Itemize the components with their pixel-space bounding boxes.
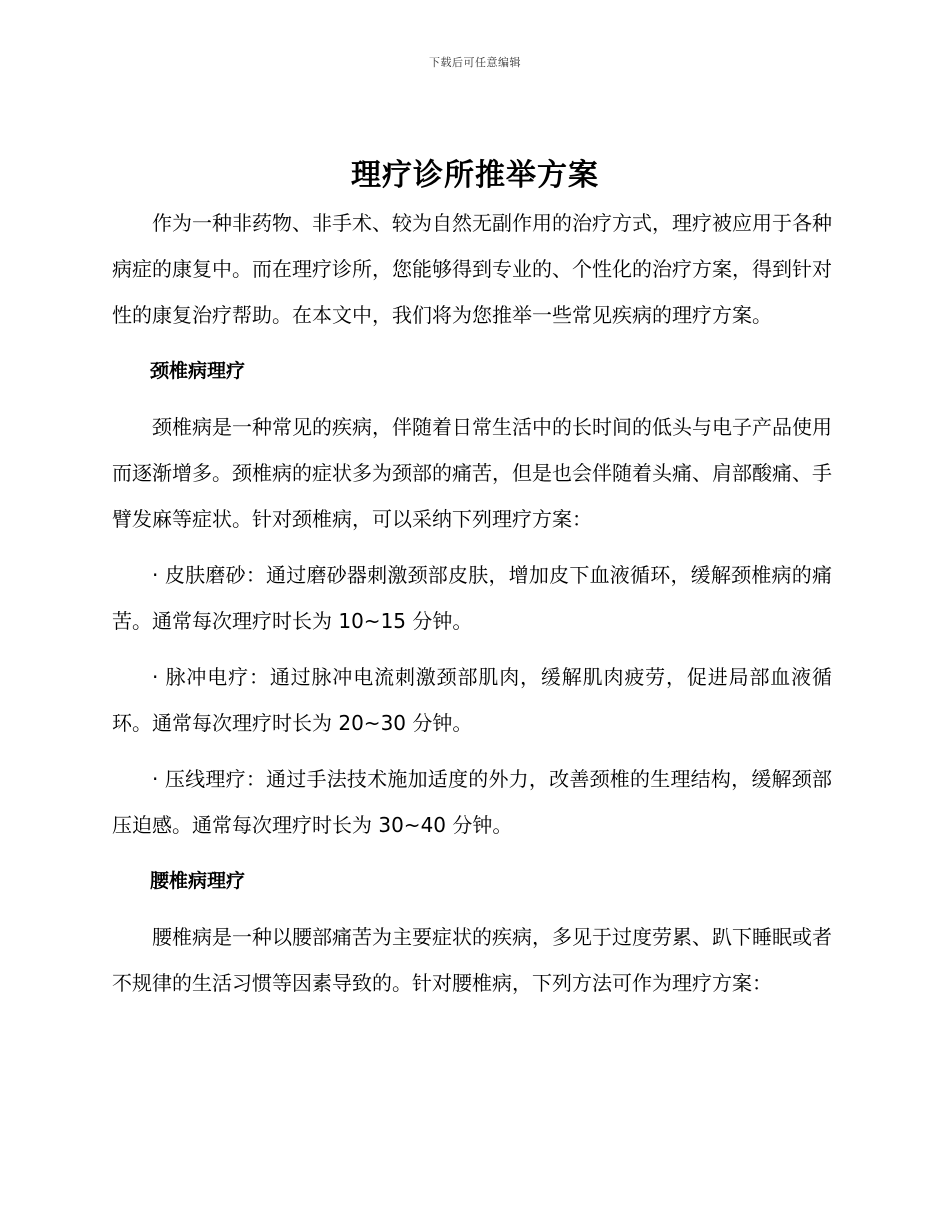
- cervical-paragraph-skin-scrub: · 皮肤磨砂：通过磨砂器刺激颈部皮肤，增加皮下血液循环，缓解颈椎病的痛苦。通常每次理疗时长为 10~15 分钟。: [112, 563, 832, 633]
- section-heading-cervical: 颈椎病理疗: [150, 360, 246, 382]
- page-header: 下载后可任意编辑: [429, 56, 521, 69]
- section-heading-lumbar: 腰椎病理疗: [150, 870, 246, 892]
- intro-paragraph: 作为一种非药物、非手术、较为自然无副作用的治疗方式，理疗被应用于各种病症的康复中。而在理疗诊所，您能够得到专业的、个性化的治疗方案，得到针对性的康复治疗帮助。在本文中，我们将为您推举一些常见疾病的理疗方案。: [112, 211, 832, 327]
- lumbar-paragraph-description: 腰椎病是一种以腰部痛苦为主要症状的疾病，多见于过度劳累、趴下睡眠或者不规律的生活习惯等因素导致的。针对腰椎病，下列方法可作为理疗方案：: [112, 925, 832, 995]
- document-body: [112, 200, 832, 1016]
- document-title: 理疗诊所推举方案: [351, 158, 599, 193]
- cervical-paragraph-pressure-therapy: · 压线理疗：通过手法技术施加适度的外力，改善颈椎的生理结构，缓解颈部压迫感。通常每次理疗时长为 30~40 分钟。: [112, 767, 832, 837]
- cervical-paragraph-pulse-therapy: · 脉冲电疗：通过脉冲电流刺激颈部肌肉，缓解肌肉疲劳，促进局部血液循环。通常每次理疗时长为 20~30 分钟。: [112, 665, 832, 735]
- cervical-paragraph-description: 颈椎病是一种常见的疾病，伴随着日常生活中的长时间的低头与电子产品使用而逐渐增多。颈椎病的症状多为颈部的痛苦，但是也会伴随着头痛、肩部酸痛、手臂发麻等症状。针对颈椎病，可以采纳下列理疗方案：: [112, 415, 832, 531]
